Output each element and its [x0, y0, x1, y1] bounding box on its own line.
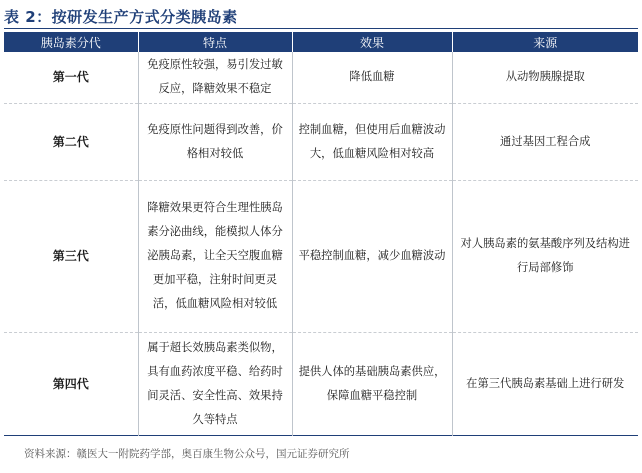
source-footnote: 资料来源：赣医大一附院药学部，奥百康生物公众号，国元证券研究所 [24, 448, 350, 460]
effect-cell: 控制血糖，但使用后血糖波动大，低血糖风险相对较高 [292, 103, 452, 180]
header-generation: 胰岛素分代 [4, 32, 138, 52]
source-cell: 对人胰岛素的氨基酸序列及结构进行局部修饰 [460, 237, 630, 274]
source-cell: 在第三代胰岛素基础上进行研发 [466, 376, 625, 390]
header-source: 来源 [452, 32, 638, 52]
features-cell: 降糖效果更符合生理性胰岛素分泌曲线，能模拟人体分泌胰岛素，让全天空腹血糖更加平稳，注射时间更灵活，低血糖风险相对较低 [138, 180, 292, 332]
header-effect: 效果 [292, 32, 452, 52]
generation-cell: 第二代 [4, 103, 138, 180]
table-row [4, 332, 638, 435]
effect-cell: 平稳控制血糖，减少血糖波动 [292, 180, 452, 332]
features-cell: 免疫原性问题得到改善，价格相对较低 [138, 103, 292, 180]
source-cell: 通过基因工程合成 [500, 134, 591, 148]
table-row [4, 180, 638, 332]
generation-cell: 第三代 [4, 180, 138, 332]
generation-cell: 第一代 [4, 52, 138, 103]
table-row [4, 52, 638, 103]
table-header-row [4, 32, 638, 52]
generation-cell: 第四代 [4, 332, 138, 435]
features-cell: 免疫原性较强，易引发过敏反应，降糖效果不稳定 [138, 52, 292, 103]
source-cell: 从动物胰腺提取 [505, 70, 585, 84]
table-title: 表 2：按研发生产方式分类胰岛素 [4, 8, 238, 26]
title-divider [4, 28, 638, 29]
table-row [4, 103, 638, 180]
header-features: 特点 [138, 32, 292, 52]
features-cell: 属于超长效胰岛素类似物，具有血药浓度平稳、给药时间灵活、安全性高、效果持久等特点 [138, 332, 292, 435]
insulin-classification-table [4, 32, 638, 436]
effect-cell: 降低血糖 [292, 52, 452, 103]
effect-cell: 提供人体的基础胰岛素供应，保障血糖平稳控制 [292, 332, 452, 435]
